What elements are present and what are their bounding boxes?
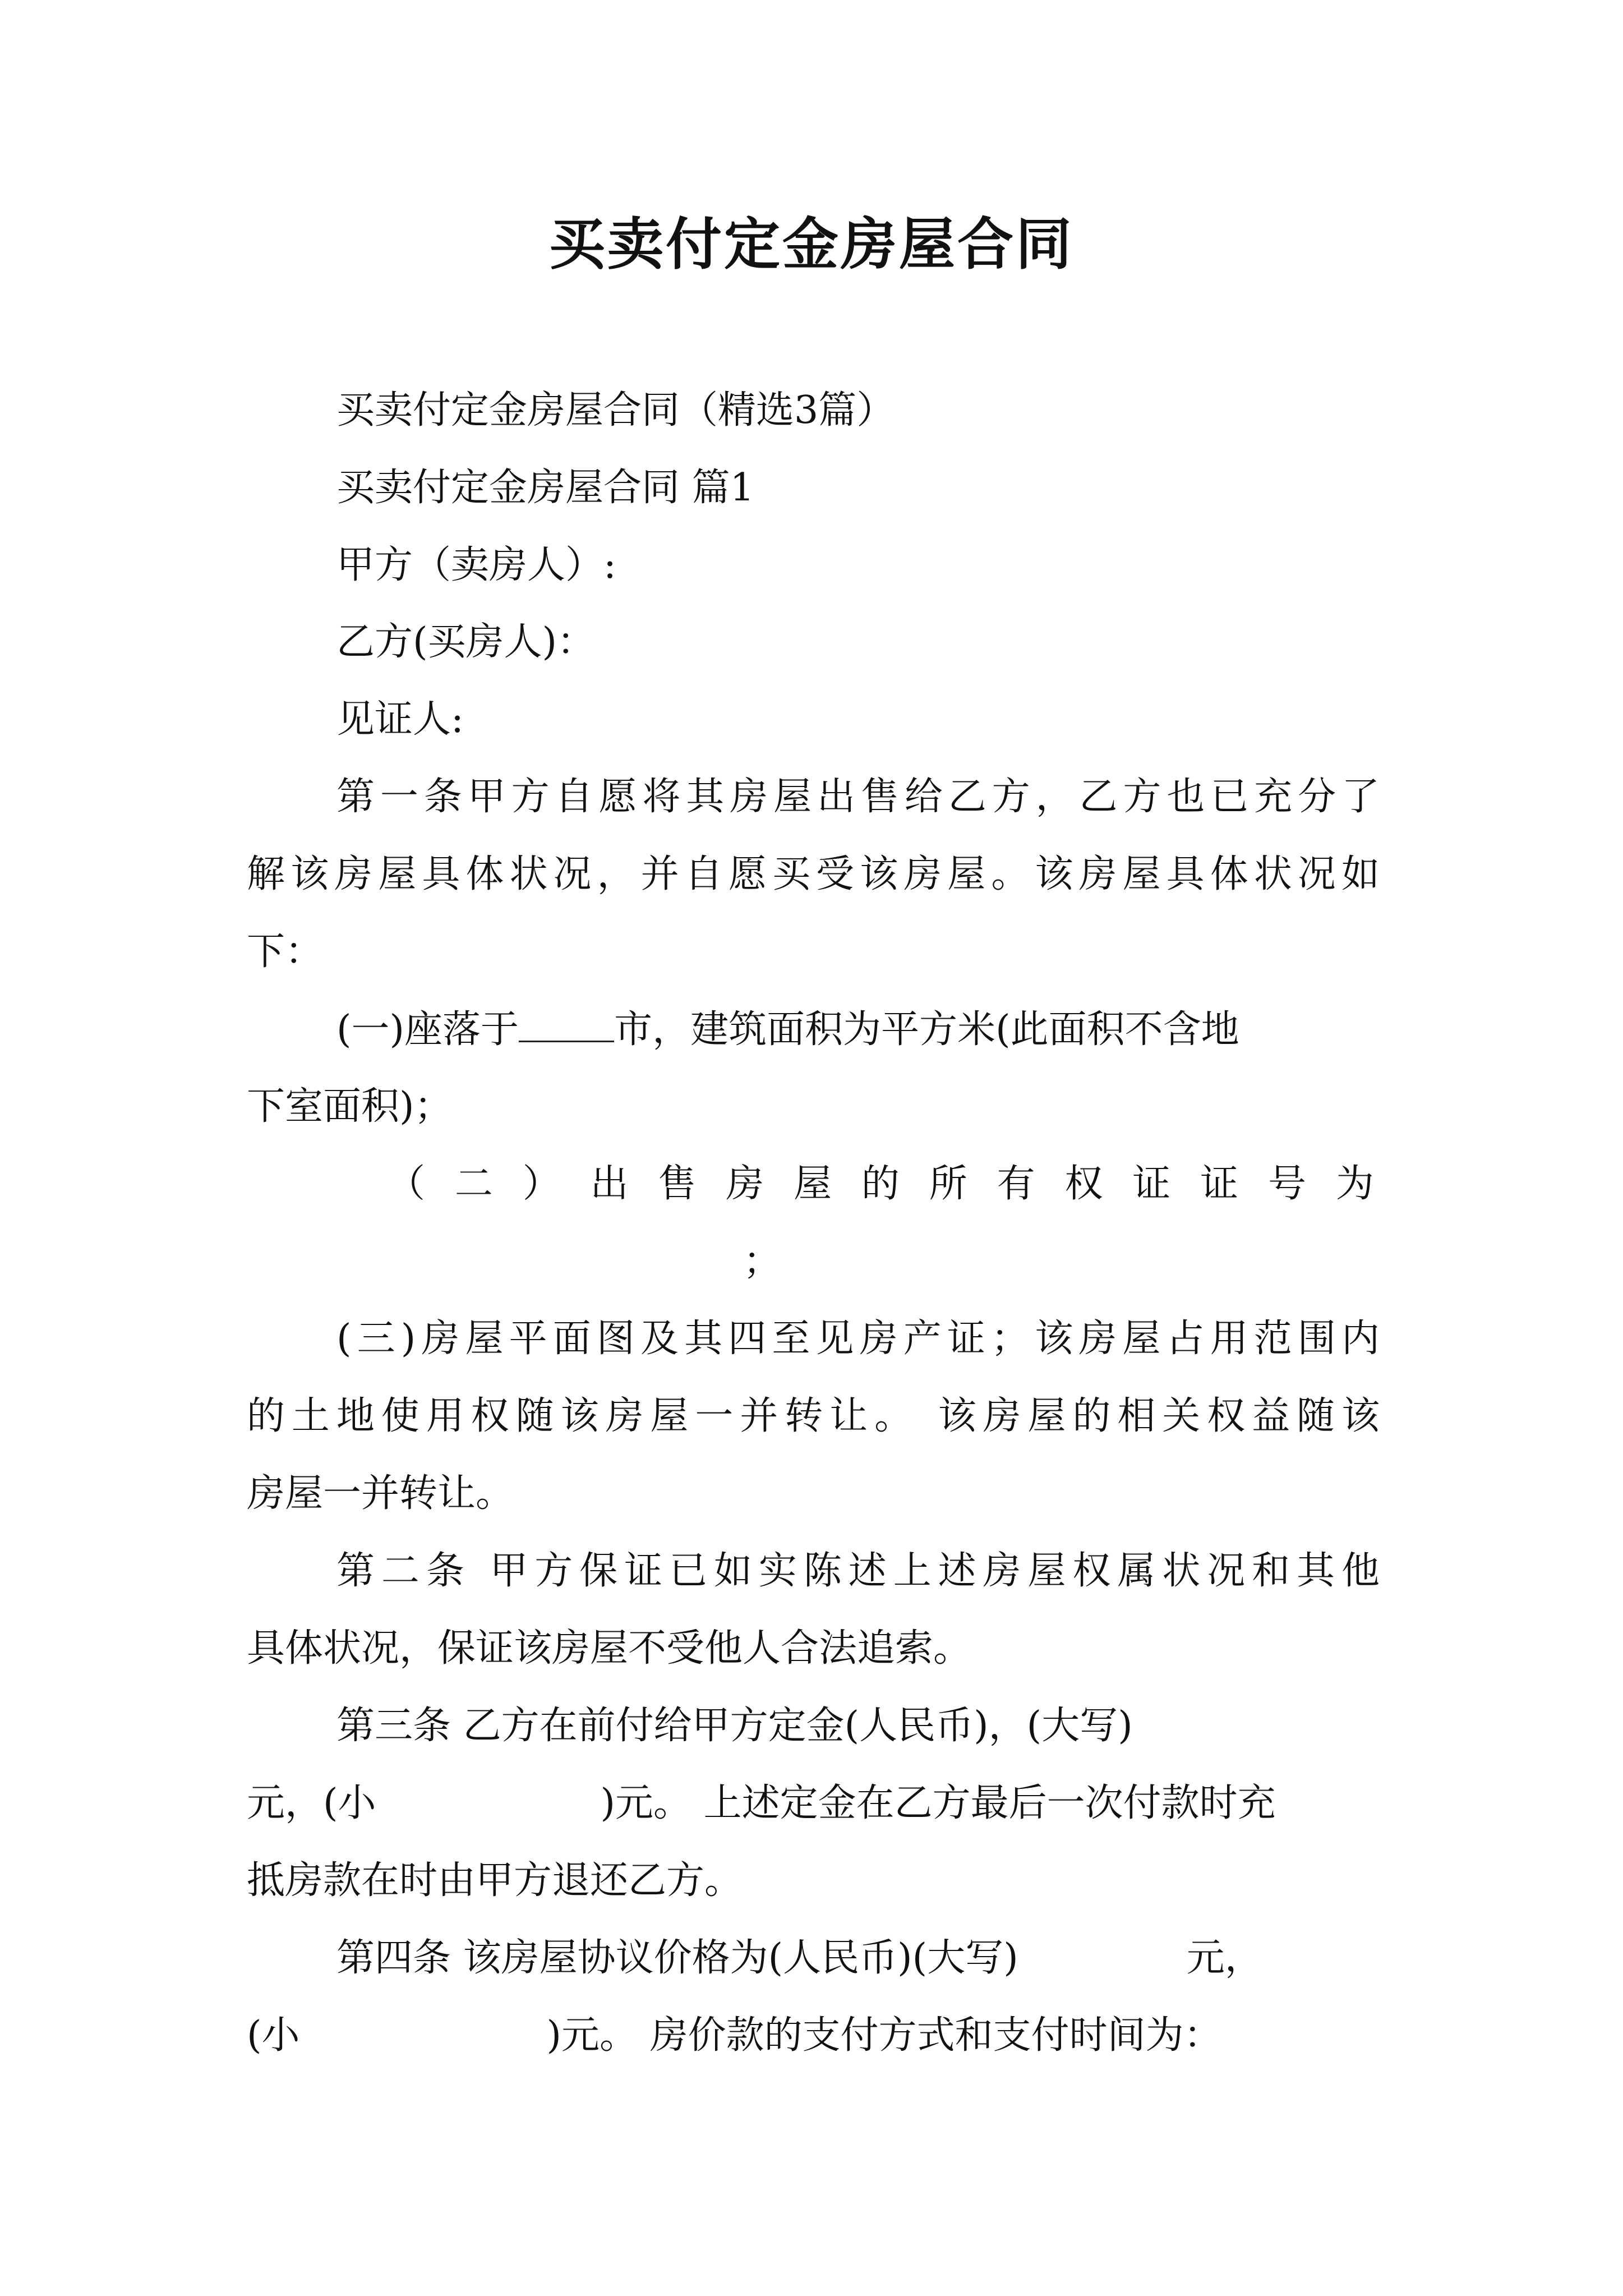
- item-2-char: 号: [1267, 1162, 1306, 1206]
- article-4-line-1: [336, 1936, 1380, 1981]
- item-2-char: 出: [590, 1162, 629, 1206]
- item-2-char: 的: [861, 1162, 900, 1206]
- item-2-char: （: [387, 1162, 426, 1206]
- item-2-char: 所: [929, 1162, 967, 1206]
- article-4-line-2-end: )元。 房价款的支付方式和支付时间为：: [546, 2013, 1222, 2058]
- item-2-char: 售: [658, 1162, 697, 1206]
- item-2-char: ）: [522, 1162, 561, 1206]
- item-2-char: 证: [1200, 1162, 1239, 1206]
- item-2-char: 房: [726, 1162, 764, 1206]
- document-title: 买卖付定金房屋合同: [549, 211, 1074, 277]
- item-2-char: 为: [1335, 1162, 1374, 1206]
- item-3-line-1: (三)房屋平面图及其四至见房产证；该房屋占用范围内: [336, 1317, 1380, 1361]
- item-3-line-3: 房屋一并转让。: [247, 1471, 514, 1516]
- item-2-char: 屋: [794, 1162, 832, 1206]
- item-2-char: 权: [1064, 1162, 1103, 1206]
- item-1-prefix: (一)座落于: [336, 1007, 519, 1052]
- article-4-line-2-start: (小: [247, 2013, 300, 2058]
- item-2-line: [387, 1162, 1374, 1207]
- article-3-line-2-start: 元，(小: [247, 1781, 376, 1825]
- item-3-line-2: 的土地使用权随该房屋一并转让。 该房屋的相关权益随该: [247, 1394, 1380, 1438]
- article-4-line-1-start: 第四条 该房屋协议价格为(人民币)(大写): [336, 1936, 1018, 1980]
- section-heading: 买卖付定金房屋合同 篇1: [336, 466, 754, 510]
- article-2-line-2: 具体状况，保证该房屋不受他人合法追索。: [247, 1626, 972, 1671]
- article-3-line-2-end: )元。 上述定金在乙方最后一次付款时充: [600, 1781, 1276, 1825]
- item-1-suffix: 市，建筑面积为平方米(此面积不含地: [614, 1007, 1239, 1052]
- article-3-line-3: 抵房款在时由甲方退还乙方。: [247, 1858, 743, 1903]
- article-4-line-2: [247, 2013, 1380, 2058]
- item-2-char: 证: [1132, 1162, 1171, 1206]
- item-1-line-2: 下室面积)；: [247, 1084, 453, 1129]
- article-3-line-1: 第三条 乙方在前付给甲方定金(人民币)，(大写): [336, 1704, 1133, 1748]
- article-1-line-3: 下：: [247, 930, 324, 974]
- document-subtitle: 买卖付定金房屋合同（精选3篇）: [336, 388, 895, 432]
- article-4-line-1-end: 元，: [1186, 1936, 1263, 1980]
- item-2-char: 二: [454, 1162, 493, 1206]
- article-1-line-2: 解该房屋具体状况，并自愿买受该房屋。该房屋具体状况如: [247, 852, 1380, 896]
- item-1-line-1: [336, 1007, 1380, 1052]
- article-3-line-2: [247, 1781, 1380, 1826]
- party-b-label: 乙方(买房人)：: [336, 620, 596, 664]
- article-1-line-1: 第一条甲方自愿将其房屋出售给乙方，乙方也已充分了: [336, 775, 1380, 819]
- witness-label: 见证人:: [336, 697, 464, 742]
- party-a-label: 甲方（卖房人）:: [336, 543, 616, 587]
- item-2-end: ；: [743, 1239, 782, 1283]
- location-blank: [519, 1007, 614, 1042]
- article-2-line-1: 第二条 甲方保证已如实陈述上述房屋权属状况和其他: [336, 1549, 1380, 1593]
- item-2-char: 有: [997, 1162, 1035, 1206]
